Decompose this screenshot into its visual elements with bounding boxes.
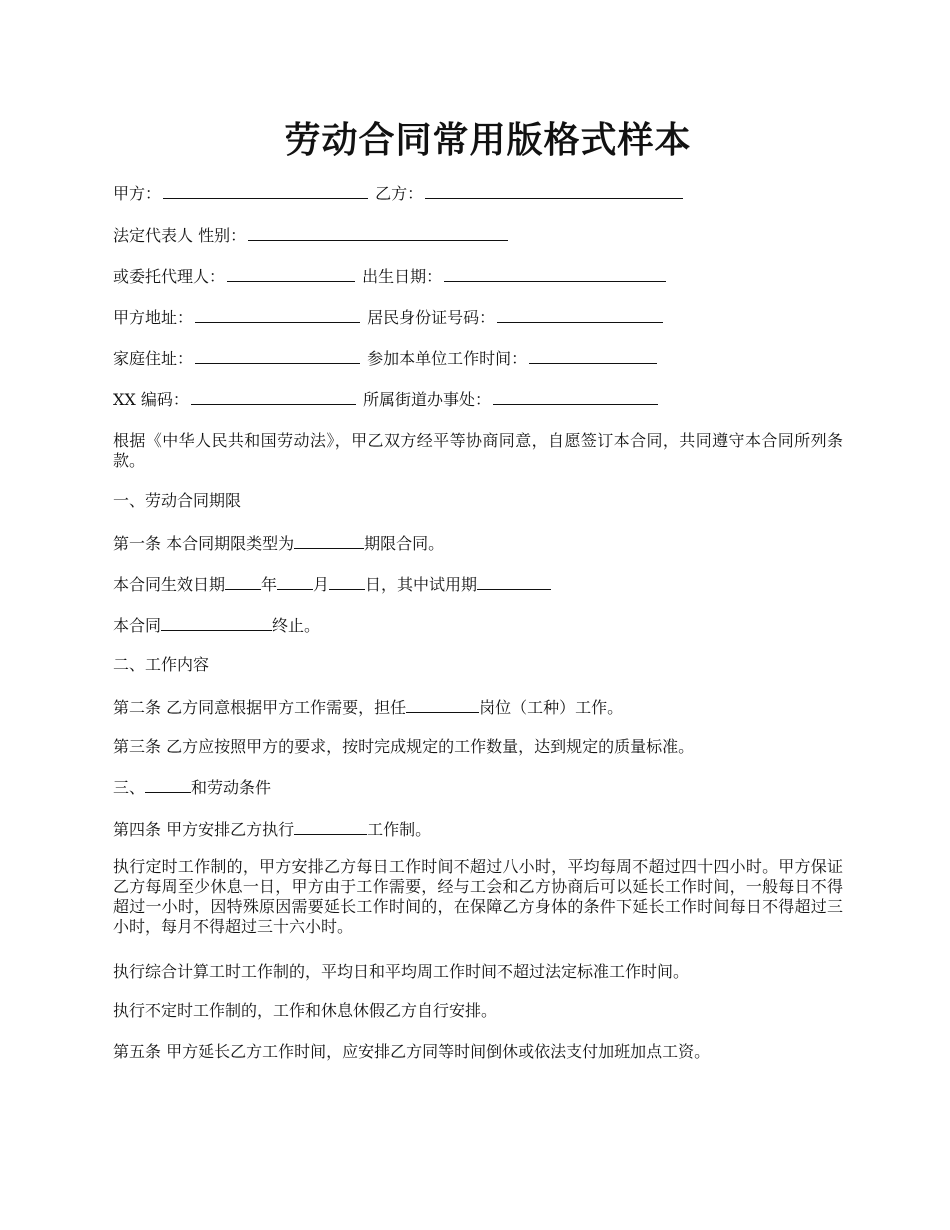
agent-blank [227,265,355,282]
article-2-text-a: 第二条 乙方同意根据甲方工作需要，担任 [113,698,407,717]
party-a-address-label: 甲方地址： [113,308,194,327]
article-3: 第三条 乙方应按照甲方的要求，按时完成规定的工作数量，达到规定的质量标准。 [113,737,695,756]
article-1-text-b: 期限合同。 [364,534,445,553]
article-1 [113,532,444,554]
section-3-text-a: 三、 [113,778,146,797]
legal-rep-line [113,224,510,246]
agent-label: 或委托代理人： [113,267,226,286]
home-address-label: 家庭住址： [113,349,194,368]
year-blank [225,573,261,590]
section-3-text-b: 和劳动条件 [191,778,272,797]
flexible-hours-paragraph: 执行不定时工作制的，工作和休息休假乙方自行安排。 [113,1001,498,1020]
year-label: 年 [261,575,278,594]
comprehensive-hours-paragraph: 执行综合计算工时工作制的，平均日和平均周工作时间不超过法定标准工作时间。 [113,962,690,981]
street-office-blank [493,388,658,405]
home-address-blank [195,347,360,364]
termination-blank [161,614,272,631]
join-time-blank [529,347,657,364]
home-line [113,347,659,369]
code-label: XX 编码： [113,390,189,409]
party-a-label: 甲方： [113,184,162,203]
document-title: 劳动合同常用版格式样本 [284,119,692,161]
legal-rep-label: 法定代表人 性别： [113,226,247,245]
work-system-blank [294,818,367,835]
day-probation-label: 日，其中试用期 [365,575,478,594]
article-1-text-a: 第一条 本合同期限类型为 [113,534,295,553]
contract-type-blank [294,532,364,549]
section-3-heading [113,776,271,798]
effective-date-label: 本合同生效日期 [113,575,226,594]
article-4-text-a: 第四条 甲方安排乙方执行 [113,820,295,839]
termination-text-a: 本合同 [113,616,162,635]
intro-paragraph: 根据《中华人民共和国劳动法》，甲乙双方经平等协商同意，自愿签订本合同，共同遵守本合同所列条款。 [113,431,843,470]
party-b-label: 乙方： [375,184,424,203]
birth-date-label: 出生日期： [362,267,443,286]
position-blank [406,696,479,713]
probation-blank [477,573,551,590]
party-a-blank [163,182,368,199]
month-label: 月 [313,575,330,594]
day-blank [329,573,365,590]
effective-date-line [113,573,551,595]
street-office-label: 所属街道办事处： [362,390,491,409]
legal-rep-blank [248,224,508,241]
article-2-text-b: 岗位（工种）工作。 [479,698,624,717]
section-1-heading: 一、劳动合同期限 [113,491,242,510]
article-5: 第五条 甲方延长乙方工作时间，应安排乙方同等时间倒休或依法支付加班加点工资。 [113,1042,711,1061]
termination-line [113,614,320,636]
party-line [113,182,685,204]
section-2-heading: 二、工作内容 [113,655,210,674]
party-a-address-blank [195,306,360,323]
agent-line [113,265,668,287]
article-4 [113,818,431,840]
code-line [113,388,660,410]
section-3-blank [145,776,191,793]
id-number-label: 居民身份证号码： [367,308,496,327]
code-blank [191,388,356,405]
article-4-text-b: 工作制。 [367,820,432,839]
article-2 [113,696,623,718]
party-b-blank [425,182,683,199]
address-line [113,306,665,328]
id-number-blank [497,306,663,323]
birth-date-blank [444,265,666,282]
join-time-label: 参加本单位工作时间： [367,349,528,368]
month-blank [277,573,313,590]
termination-text-b: 终止。 [272,616,321,635]
standard-hours-paragraph: 执行定时工作制的，甲方安排乙方每日工作时间不超过八小时，平均每周不超过四十四小时。甲方保证乙方每周至少休息一日，甲方由于工作需要，经与工会和乙方协商后可以延长工作时间，一般每日不得超过一小时，因特殊原因需要延长工作时间的，在保障乙方身体的条件下延长工作时间每日不得超过三小时，每月不得超过三十六小时。 [113,857,843,936]
